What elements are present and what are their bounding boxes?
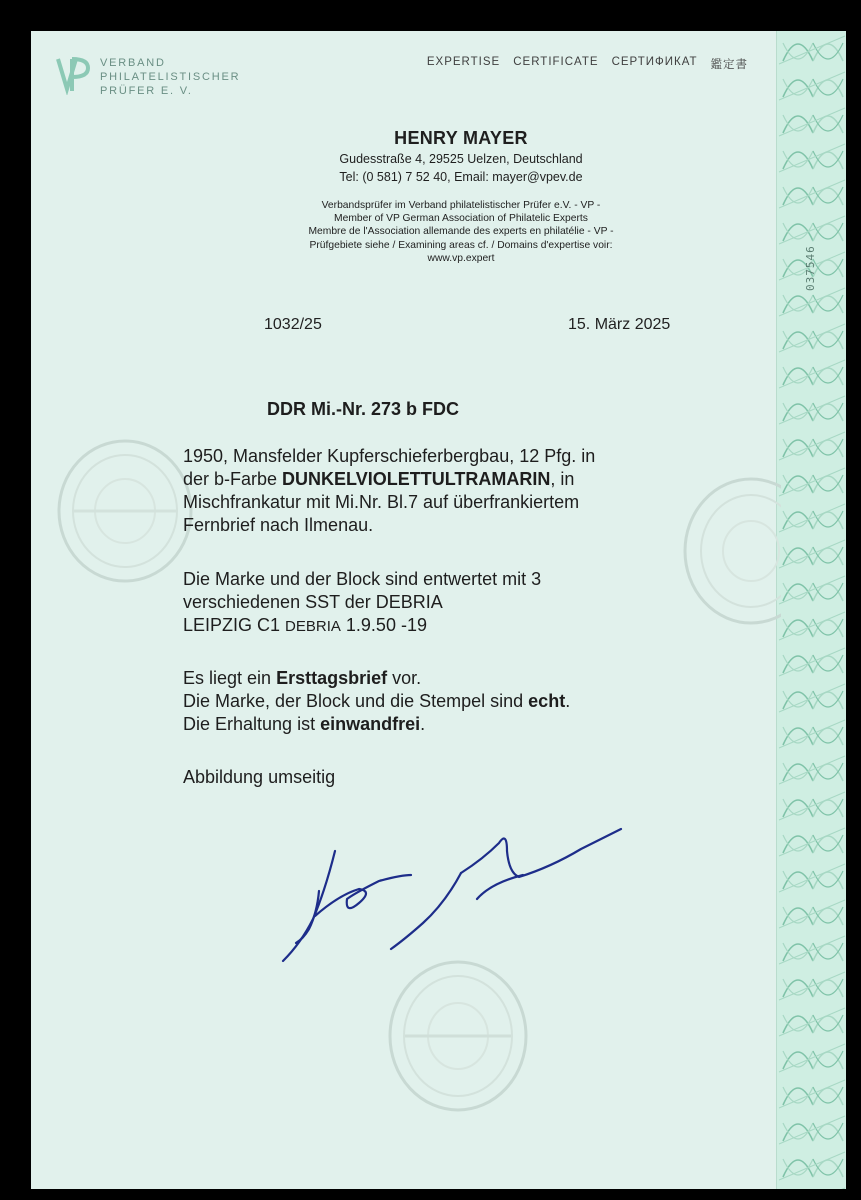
cancellation-line: verschiedenen SST der DEBRIA <box>183 592 443 612</box>
membership-link: www.vp.expert <box>427 252 495 264</box>
verdict-paragraph <box>183 667 570 736</box>
guilloche-arc <box>813 1051 843 1067</box>
verdict-line: Die Marke, der Block und die Stempel sind echt. <box>183 691 571 711</box>
certificate-date: 15. März 2025 <box>568 316 671 333</box>
guilloche-arc <box>813 871 843 887</box>
guilloche-arc <box>813 547 843 563</box>
expert-name: HENRY MAYER <box>394 128 528 148</box>
guilloche-arc <box>813 43 843 59</box>
logo-line-3: PRÜFER E. V. <box>100 85 193 97</box>
guilloche-arc <box>813 151 843 167</box>
vp-logo <box>56 55 240 98</box>
lang-de: EXPERTISE <box>426 56 501 68</box>
guilloche-arc <box>813 1123 843 1139</box>
description-line: der b-Farbe DUNKELVIOLETTULTRAMARIN, in <box>183 469 575 489</box>
serial-number: 037546 <box>804 245 817 291</box>
guilloche-arc <box>813 511 843 527</box>
guilloche-arc <box>813 943 843 959</box>
certificate-sheet <box>31 31 846 1189</box>
lang-ja: 鑑定書 <box>710 59 748 71</box>
certificate-number: 1032/25 <box>264 316 322 333</box>
cancellation-paragraph <box>183 568 541 638</box>
guilloche-arc <box>813 583 843 599</box>
verdict-line: Es liegt ein Ersttagsbrief vor. <box>183 668 422 688</box>
guilloche-arc <box>813 727 843 743</box>
guilloche-arc <box>813 763 843 779</box>
guilloche-arc <box>813 367 843 383</box>
stamp-subject: DDR Mi.-Nr. 273 b FDC <box>267 399 460 419</box>
description-line: Mischfrankatur mit Mi.Nr. Bl.7 auf überfrankiertem <box>183 492 580 512</box>
lang-ru: СЕРТИФИКАТ <box>611 56 698 68</box>
guilloche-arc <box>813 331 843 347</box>
membership-line: Verbandsprüfer im Verband philatelistischer Prüfer e.V. - VP - <box>321 200 601 211</box>
guilloche-arc <box>813 295 843 311</box>
color-name: DUNKELVIOLETTULTRAMARIN <box>282 469 551 489</box>
lang-en: CERTIFICATE <box>513 56 599 68</box>
guilloche-arc <box>813 1015 843 1031</box>
guilloche-arc <box>813 1159 843 1175</box>
logo-line-2: PHILATELISTISCHER <box>100 71 241 83</box>
guilloche-arc <box>813 115 843 131</box>
guilloche-arc <box>813 907 843 923</box>
embossed-seal-right <box>671 471 781 631</box>
guilloche-arc <box>813 691 843 707</box>
verdict-line: Die Erhaltung ist einwandfrei. <box>183 714 426 734</box>
membership-block <box>151 199 771 265</box>
guilloche-arc <box>813 655 843 671</box>
guilloche-arc <box>813 475 843 491</box>
guilloche-arc <box>813 979 843 995</box>
membership-line: Member of VP German Association of Philatelic Experts <box>334 213 588 225</box>
expert-address: Gudesstraße 4, 29525 Uelzen, Deutschland <box>339 152 583 166</box>
cancellation-line: Die Marke und der Block sind entwertet mit 3 <box>183 569 542 589</box>
description-line: 1950, Mansfelder Kupferschieferbergbau, 12 Pfg. in <box>183 446 596 466</box>
membership-line: Prüfgebiete siehe / Examining areas cf. / Domains d'expertise voir: <box>309 239 613 251</box>
embossed-seal-bottom <box>383 956 533 1116</box>
guilloche-arc <box>813 439 843 455</box>
illustration-note: Abbildung umseitig <box>183 767 336 787</box>
certificate-languages <box>427 56 748 72</box>
embossed-seal-left <box>53 436 198 586</box>
cancellation-line: LEIPZIG C1 DEBRIA 1.9.50 -19 <box>183 615 427 635</box>
expert-signature <box>251 821 651 971</box>
guilloche-arc <box>813 403 843 419</box>
guilloche-arc <box>813 835 843 851</box>
guilloche-line <box>779 1188 845 1189</box>
description-line: Fernbrief nach Ilmenau. <box>183 515 374 535</box>
guilloche-arc <box>813 1087 843 1103</box>
expert-header <box>151 128 771 265</box>
guilloche-arc <box>813 619 843 635</box>
vp-logo-icon <box>56 55 92 95</box>
expert-contact: Tel: (0 581) 7 52 40, Email: mayer@vpev.de <box>339 170 583 184</box>
guilloche-arc <box>813 799 843 815</box>
guilloche-arc <box>813 79 843 95</box>
membership-line: Membre de l'Association allemande des experts en philatélie - VP - <box>308 226 614 238</box>
description-paragraph <box>183 445 595 537</box>
logo-line-1: VERBAND <box>100 57 166 69</box>
